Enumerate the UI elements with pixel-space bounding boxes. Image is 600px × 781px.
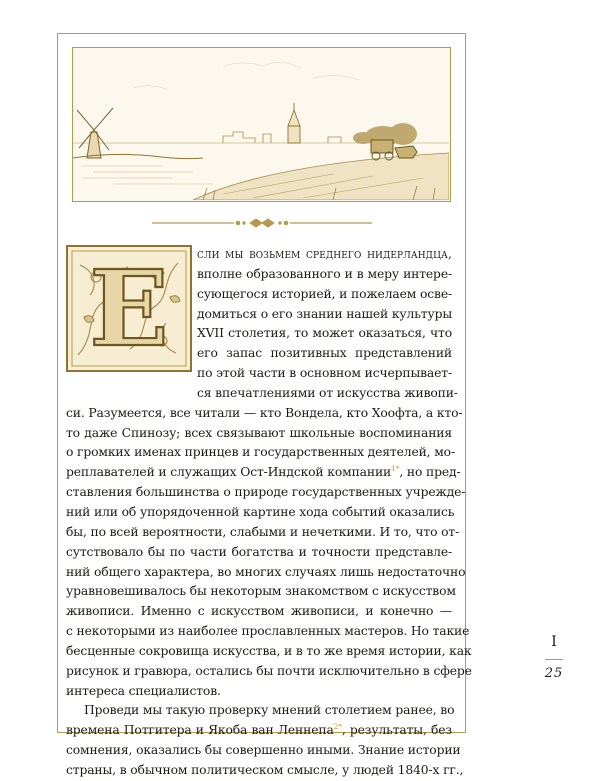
text-line: с некоторыми из наиболее прославленных мастеров. Но такие: [66, 624, 470, 639]
text-fragment: времена Потгитера и Якоба ван Леннепа: [66, 723, 334, 738]
text-line: Проведи мы такую проверку мнений столетием ранее, во: [84, 703, 455, 718]
text-line: живописи. Именно с искусством живописи, и конечно —: [66, 604, 452, 619]
opening-words: сли мы возьмем среднего нидерландца,: [197, 247, 452, 261]
text-line: о громких именах принцев и государственных деятелей, мо-: [66, 445, 455, 460]
text-line: то даже Спинозу; всех связывают школьные воспоминания: [66, 425, 452, 440]
text-line: бесценные сокровища искусства, и в то же время истории, как: [66, 643, 472, 658]
text-line: по этой части в основном исчерпывает-: [197, 366, 452, 381]
margin-divider: [545, 659, 563, 660]
text-line: [66, 721, 452, 741]
text-line: интереса специалистов.: [66, 683, 221, 698]
text-line: ставления большинства о природе государственных учрежде-: [66, 485, 466, 500]
text-line: уравновешивалось бы некоторым знакомством с искусством: [66, 584, 456, 599]
text-fragment: , результаты, без: [341, 723, 452, 738]
drop-cap-letter: Е: [89, 247, 169, 370]
text-line: ний общего характера, во многих случаях лишь недостаточно: [66, 564, 466, 579]
text-line: его запас позитивных представлений: [197, 346, 452, 361]
text-line: сутствовало бы по части богатства и точности представле-: [66, 544, 452, 559]
footnote-marker[interactable]: 2*: [333, 722, 342, 732]
paragraph-1: [66, 245, 472, 701]
text-line: домиться о его знании нашей культуры: [197, 306, 452, 321]
text-line: [66, 245, 452, 265]
text-line: бы, по всей вероятности, слабыми и нечеткими. И то, что от-: [66, 524, 460, 539]
text-line: сомнения, оказались бы совершенно иными. Знание истории: [66, 743, 461, 758]
text-fragment: , но пред-: [399, 465, 461, 480]
landscape-engraving: [72, 47, 451, 202]
article-body: [66, 245, 472, 781]
text-line: XVII столетия, то может оказаться, что: [197, 326, 452, 341]
chapter-number: I: [551, 634, 557, 650]
text-line: ний или об упорядоченной картине хода событий оказались: [66, 504, 455, 519]
decorative-divider-ornament: [152, 216, 372, 230]
text-line: вполне образованного и в меру интере-: [197, 266, 452, 281]
text-line: сующегося историей, и пожелаем осве-: [197, 286, 453, 301]
page-number: 25: [544, 666, 564, 681]
text-line: [66, 463, 461, 483]
text-line: страны, в обычном политическом смысле, у людей 1840-х гг.,: [66, 762, 464, 777]
text-line: ся впечатлениями от искусства живопи-: [197, 385, 458, 400]
text-line: си. Разумеется, все читали — кто Вондела, кто Хоофта, а кто-: [66, 405, 463, 420]
text-fragment: реплавателей и служащих Ост-Индской компании: [66, 465, 392, 480]
paragraph-2: [66, 701, 464, 780]
text-line: рисунок и гравюра, остались бы почти исключительно в сфере: [66, 663, 472, 678]
footnote-marker[interactable]: 1*: [391, 464, 400, 474]
